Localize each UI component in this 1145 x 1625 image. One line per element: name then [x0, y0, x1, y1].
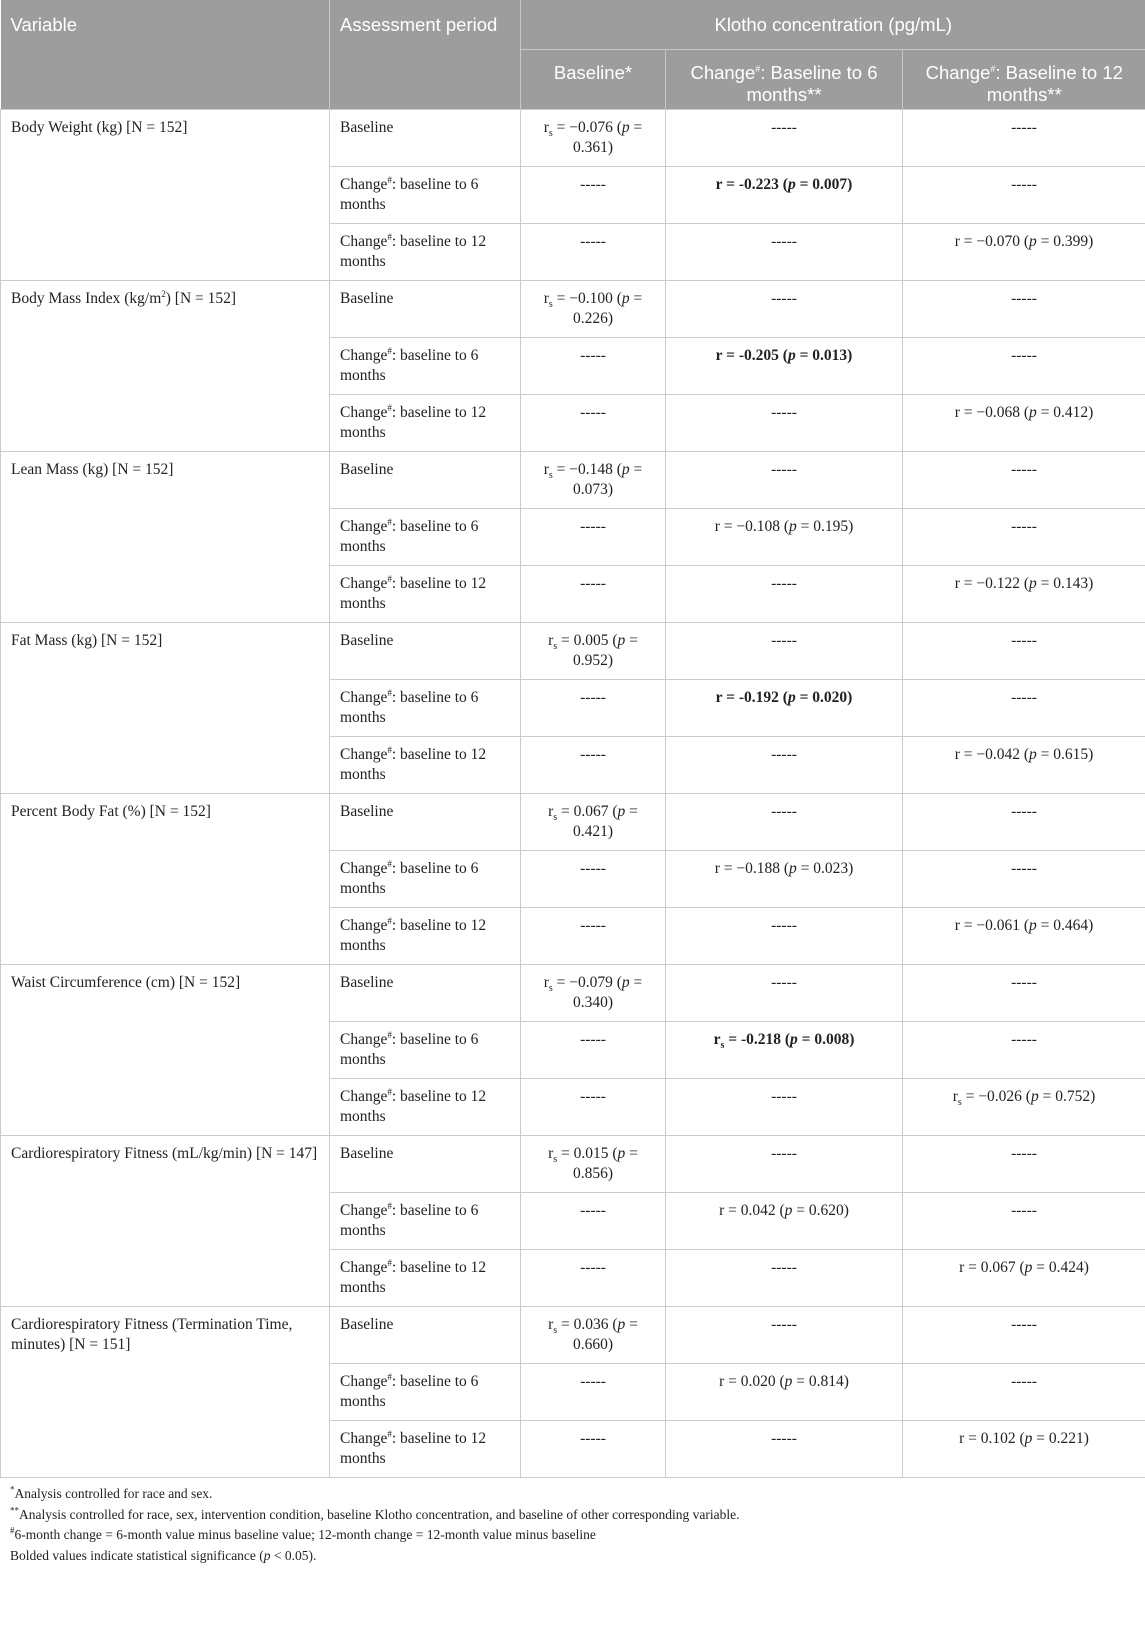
empty-cell: ----- [521, 908, 666, 965]
empty-cell: ----- [666, 224, 903, 281]
correlation-value-change6: r = 0.042 (p = 0.620) [666, 1193, 903, 1250]
correlation-value-baseline: $r_s = -0.148$ (p = 0.073) [521, 452, 666, 509]
empty-cell: ----- [521, 1193, 666, 1250]
variable-cell: Body Weight (kg) [N = 152] [1, 110, 330, 281]
empty-cell: ----- [666, 908, 903, 965]
assessment-period-cell: Change#: baseline to 12 months [330, 1421, 521, 1478]
footnote-significance: Bolded values indicate statistical significance (p < 0.05). [10, 1547, 317, 1563]
table-row [1, 1307, 1145, 1364]
table-row [1, 281, 1145, 338]
correlation-value-change6: r = -0.205 (p = 0.013) [666, 338, 903, 395]
empty-cell: ----- [903, 167, 1145, 224]
correlation-value-baseline: $r_s = -0.076$ (p = 0.361) [521, 110, 666, 167]
empty-cell: ----- [666, 452, 903, 509]
correlation-value-baseline: $r_s = 0.005$ (p = 0.952) [521, 623, 666, 680]
table-row [1, 1136, 1145, 1193]
table-row [1, 965, 1145, 1022]
assessment-period-cell: Change#: baseline to 12 months [330, 1250, 521, 1307]
assessment-period-cell: Change#: baseline to 12 months [330, 395, 521, 452]
assessment-period-cell: Change#: baseline to 12 months [330, 566, 521, 623]
correlation-value-change6: r = 0.020 (p = 0.814) [666, 1364, 903, 1421]
assessment-period-cell: Baseline [330, 452, 521, 509]
correlation-value-change6: r = −0.188 (p = 0.023) [666, 851, 903, 908]
correlation-value-change6: r = −0.108 (p = 0.195) [666, 509, 903, 566]
footnote-change-definition: #6-month change = 6-month value minus baseline value; 12-month change = 12-month value minus baseline [10, 1525, 596, 1542]
assessment-period-cell: Change#: baseline to 12 months [330, 1079, 521, 1136]
empty-cell: ----- [903, 851, 1145, 908]
assessment-period-cell: Change#: baseline to 6 months [330, 1364, 521, 1421]
variable-cell: Body Mass Index $(kg/m^2) [N = 152]$ [1, 281, 330, 452]
assessment-period-cell: Baseline [330, 623, 521, 680]
empty-cell: ----- [903, 452, 1145, 509]
correlation-value-change12: r = 0.067 (p = 0.424) [903, 1250, 1145, 1307]
correlation-value-baseline: $r_s = -0.100$ (p = 0.226) [521, 281, 666, 338]
correlation-value-change12: r = −0.122 (p = 0.143) [903, 566, 1145, 623]
empty-cell: ----- [666, 1079, 903, 1136]
empty-cell: ----- [521, 1022, 666, 1079]
empty-cell: ----- [521, 1364, 666, 1421]
empty-cell: ----- [903, 338, 1145, 395]
empty-cell: ----- [521, 1079, 666, 1136]
table-row [1, 110, 1145, 167]
empty-cell: ----- [521, 395, 666, 452]
correlation-value-change12: r = −0.061 (p = 0.464) [903, 908, 1145, 965]
empty-cell: ----- [903, 110, 1145, 167]
assessment-period-cell: Change#: baseline to 6 months [330, 509, 521, 566]
empty-cell: ----- [903, 281, 1145, 338]
empty-cell: ----- [521, 167, 666, 224]
empty-cell: ----- [903, 680, 1145, 737]
correlation-value-change6: r = -0.192 (p = 0.020) [666, 680, 903, 737]
empty-cell: ----- [903, 1307, 1145, 1364]
table-row [1, 452, 1145, 509]
empty-cell: ----- [903, 1364, 1145, 1421]
correlation-value-change12: r = −0.042 (p = 0.615) [903, 737, 1145, 794]
correlation-value-change12: $r_s = -0.026$ (p = 0.752) [903, 1079, 1145, 1136]
correlation-value-change12: r = 0.102 (p = 0.221) [903, 1421, 1145, 1478]
footnote-double-asterisk: **Analysis controlled for race, sex, intervention condition, baseline Klotho concentration, and baseline of other corresponding variable. [10, 1505, 740, 1522]
empty-cell: ----- [903, 509, 1145, 566]
empty-cell: ----- [903, 965, 1145, 1022]
empty-cell: ----- [521, 224, 666, 281]
assessment-period-cell: Change#: baseline to 6 months [330, 338, 521, 395]
empty-cell: ----- [666, 110, 903, 167]
assessment-period-cell: Change#: baseline to 6 months [330, 680, 521, 737]
header-klotho-concentration: Klotho concentration (pg/mL) [521, 0, 1145, 50]
correlation-value-change6: r = -0.223 (p = 0.007) [666, 167, 903, 224]
variable-cell: Cardiorespiratory Fitness (Termination Time, minutes) [N = 151] [1, 1307, 330, 1478]
empty-cell: ----- [521, 1250, 666, 1307]
empty-cell: ----- [903, 623, 1145, 680]
assessment-period-cell: Change#: baseline to 12 months [330, 908, 521, 965]
empty-cell: ----- [666, 965, 903, 1022]
assessment-period-cell: Baseline [330, 110, 521, 167]
empty-cell: ----- [903, 1193, 1145, 1250]
empty-cell: ----- [666, 1250, 903, 1307]
empty-cell: ----- [521, 566, 666, 623]
assessment-period-cell: Change#: baseline to 6 months [330, 1022, 521, 1079]
footnotes [0, 1478, 1145, 1566]
variable-cell: Percent Body Fat (%) [N = 152] [1, 794, 330, 965]
assessment-period-cell: Baseline [330, 794, 521, 851]
variable-cell: Fat Mass (kg) [N = 152] [1, 623, 330, 794]
empty-cell: ----- [666, 395, 903, 452]
table-row [1, 623, 1145, 680]
header-baseline: Baseline* [521, 50, 666, 110]
empty-cell: ----- [666, 794, 903, 851]
assessment-period-cell: Baseline [330, 1307, 521, 1364]
variable-cell: Waist Circumference (cm) [N = 152] [1, 965, 330, 1136]
empty-cell: ----- [903, 794, 1145, 851]
empty-cell: ----- [666, 1421, 903, 1478]
correlation-value-baseline: $r_s = 0.015$ (p = 0.856) [521, 1136, 666, 1193]
empty-cell: ----- [521, 1421, 666, 1478]
empty-cell: ----- [521, 680, 666, 737]
header-assessment-period: Assessment period [330, 0, 521, 110]
empty-cell: ----- [666, 1307, 903, 1364]
header-change-12-months: Change#: Baseline to 12 months** [903, 50, 1145, 110]
correlation-value-baseline: $r_s = 0.036$ (p = 0.660) [521, 1307, 666, 1364]
empty-cell: ----- [521, 851, 666, 908]
table-header [1, 0, 1145, 110]
assessment-period-cell: Baseline [330, 965, 521, 1022]
assessment-period-cell: Baseline [330, 281, 521, 338]
correlation-value-change6: $r_s = -0.218$ (p = 0.008) [666, 1022, 903, 1079]
empty-cell: ----- [666, 1136, 903, 1193]
correlation-value-baseline: $r_s = 0.067$ (p = 0.421) [521, 794, 666, 851]
empty-cell: ----- [521, 737, 666, 794]
correlation-value-change12: r = −0.068 (p = 0.412) [903, 395, 1145, 452]
empty-cell: ----- [903, 1136, 1145, 1193]
footnote-single-asterisk: *Analysis controlled for race and sex. [10, 1484, 213, 1501]
header-variable: Variable [1, 0, 330, 110]
assessment-period-cell: Change#: baseline to 6 months [330, 1193, 521, 1250]
variable-cell: Cardiorespiratory Fitness (mL/kg/min) [N = 147] [1, 1136, 330, 1307]
empty-cell: ----- [666, 623, 903, 680]
assessment-period-cell: Change#: baseline to 6 months [330, 851, 521, 908]
variable-cell: Lean Mass (kg) [N = 152] [1, 452, 330, 623]
table-row [1, 794, 1145, 851]
empty-cell: ----- [521, 509, 666, 566]
header-change-6-months: Change#: Baseline to 6 months** [666, 50, 903, 110]
empty-cell: ----- [666, 281, 903, 338]
assessment-period-cell: Baseline [330, 1136, 521, 1193]
empty-cell: ----- [666, 566, 903, 623]
assessment-period-cell: Change#: baseline to 12 months [330, 224, 521, 281]
correlation-value-change12: r = −0.070 (p = 0.399) [903, 224, 1145, 281]
assessment-period-cell: Change#: baseline to 6 months [330, 167, 521, 224]
empty-cell: ----- [521, 338, 666, 395]
table-body [1, 110, 1145, 1478]
assessment-period-cell: Change#: baseline to 12 months [330, 737, 521, 794]
empty-cell: ----- [666, 737, 903, 794]
correlation-value-baseline: $r_s = -0.079$ (p = 0.340) [521, 965, 666, 1022]
empty-cell: ----- [903, 1022, 1145, 1079]
